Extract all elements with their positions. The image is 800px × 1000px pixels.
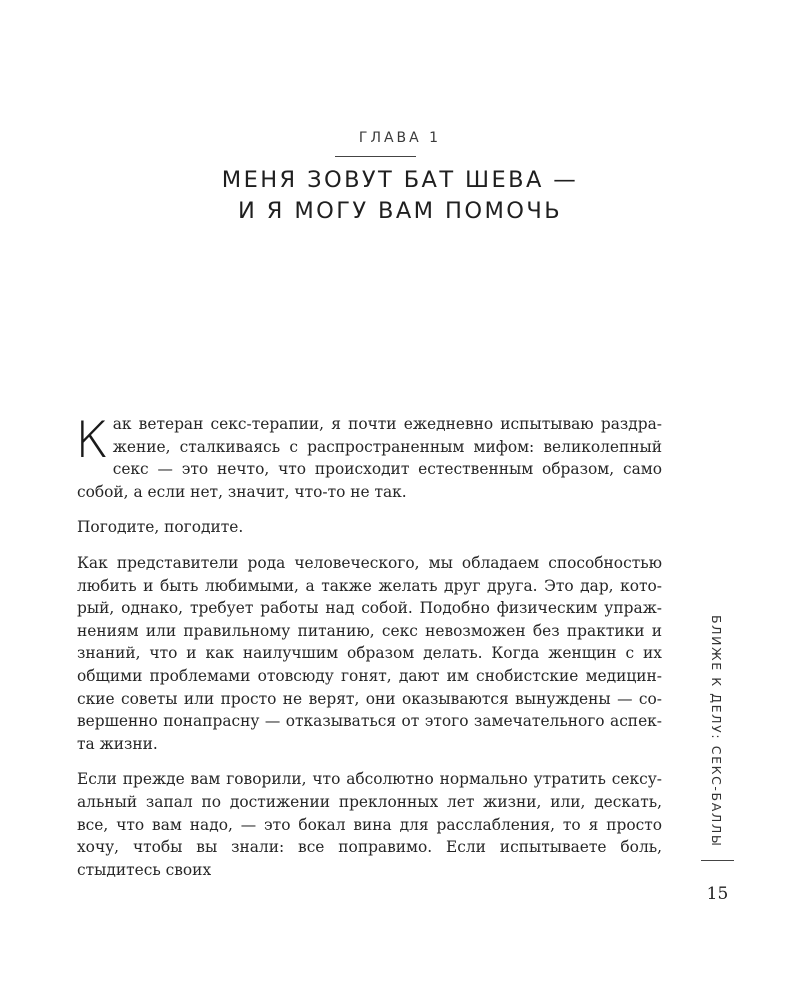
drop-cap: К [75, 411, 109, 469]
page-number-rule [701, 860, 734, 861]
paragraph-text: ак ветеран секс-терапии, я почти ежедневно испытываю раздражение, сталкиваясь с распространенным мифом: великолепный секс — это нечто, что происходит естественным образом, само собой, а если нет, значит, что-то не так. [77, 415, 662, 501]
chapter-label-rule [335, 156, 416, 157]
body-text [77, 413, 662, 894]
paragraph [77, 413, 662, 503]
paragraph: Как представители рода человеческого, мы обладаем способностью любить и быть любимыми, а также желать друг друга. Это дар, который, однако, требует работы над собой. Подобно физическим упражнениям или правильному питанию, секс невозможен без практики и знаний, что и как наилучшим образом делать. Когда женщин с их общими проблемами отовсюду гонят, дают им снобистские медицинские советы или просто не верят, они оказываются вынуждены — совершенно понапрасну — отказываться от этого замечательного аспекта жизни. [77, 553, 662, 753]
paragraph: Если прежде вам говорили, что абсолютно нормально утратить сексуальный запал по достижении преклонных лет жизни, или, дескать, все, что вам надо, — это бокал вина для расслабления, то я просто хочу, чтобы вы знали: все поправимо. Если испытываете боль, стыдитесь своих [77, 770, 662, 879]
paragraph: Погодите, погодите. [77, 518, 244, 537]
chapter-title [0, 165, 800, 227]
chapter-title-line-2: И Я МОГУ ВАМ ПОМОЧЬ [237, 198, 563, 224]
page-number: 15 [706, 884, 729, 904]
chapter-label: ГЛАВА 1 [358, 130, 442, 146]
running-head: БЛИЖЕ К ДЕЛУ: СЕКС-БАЛЛЫ [709, 615, 724, 848]
chapter-title-line-1: МЕНЯ ЗОВУТ БАТ ШЕВА — [221, 167, 579, 193]
